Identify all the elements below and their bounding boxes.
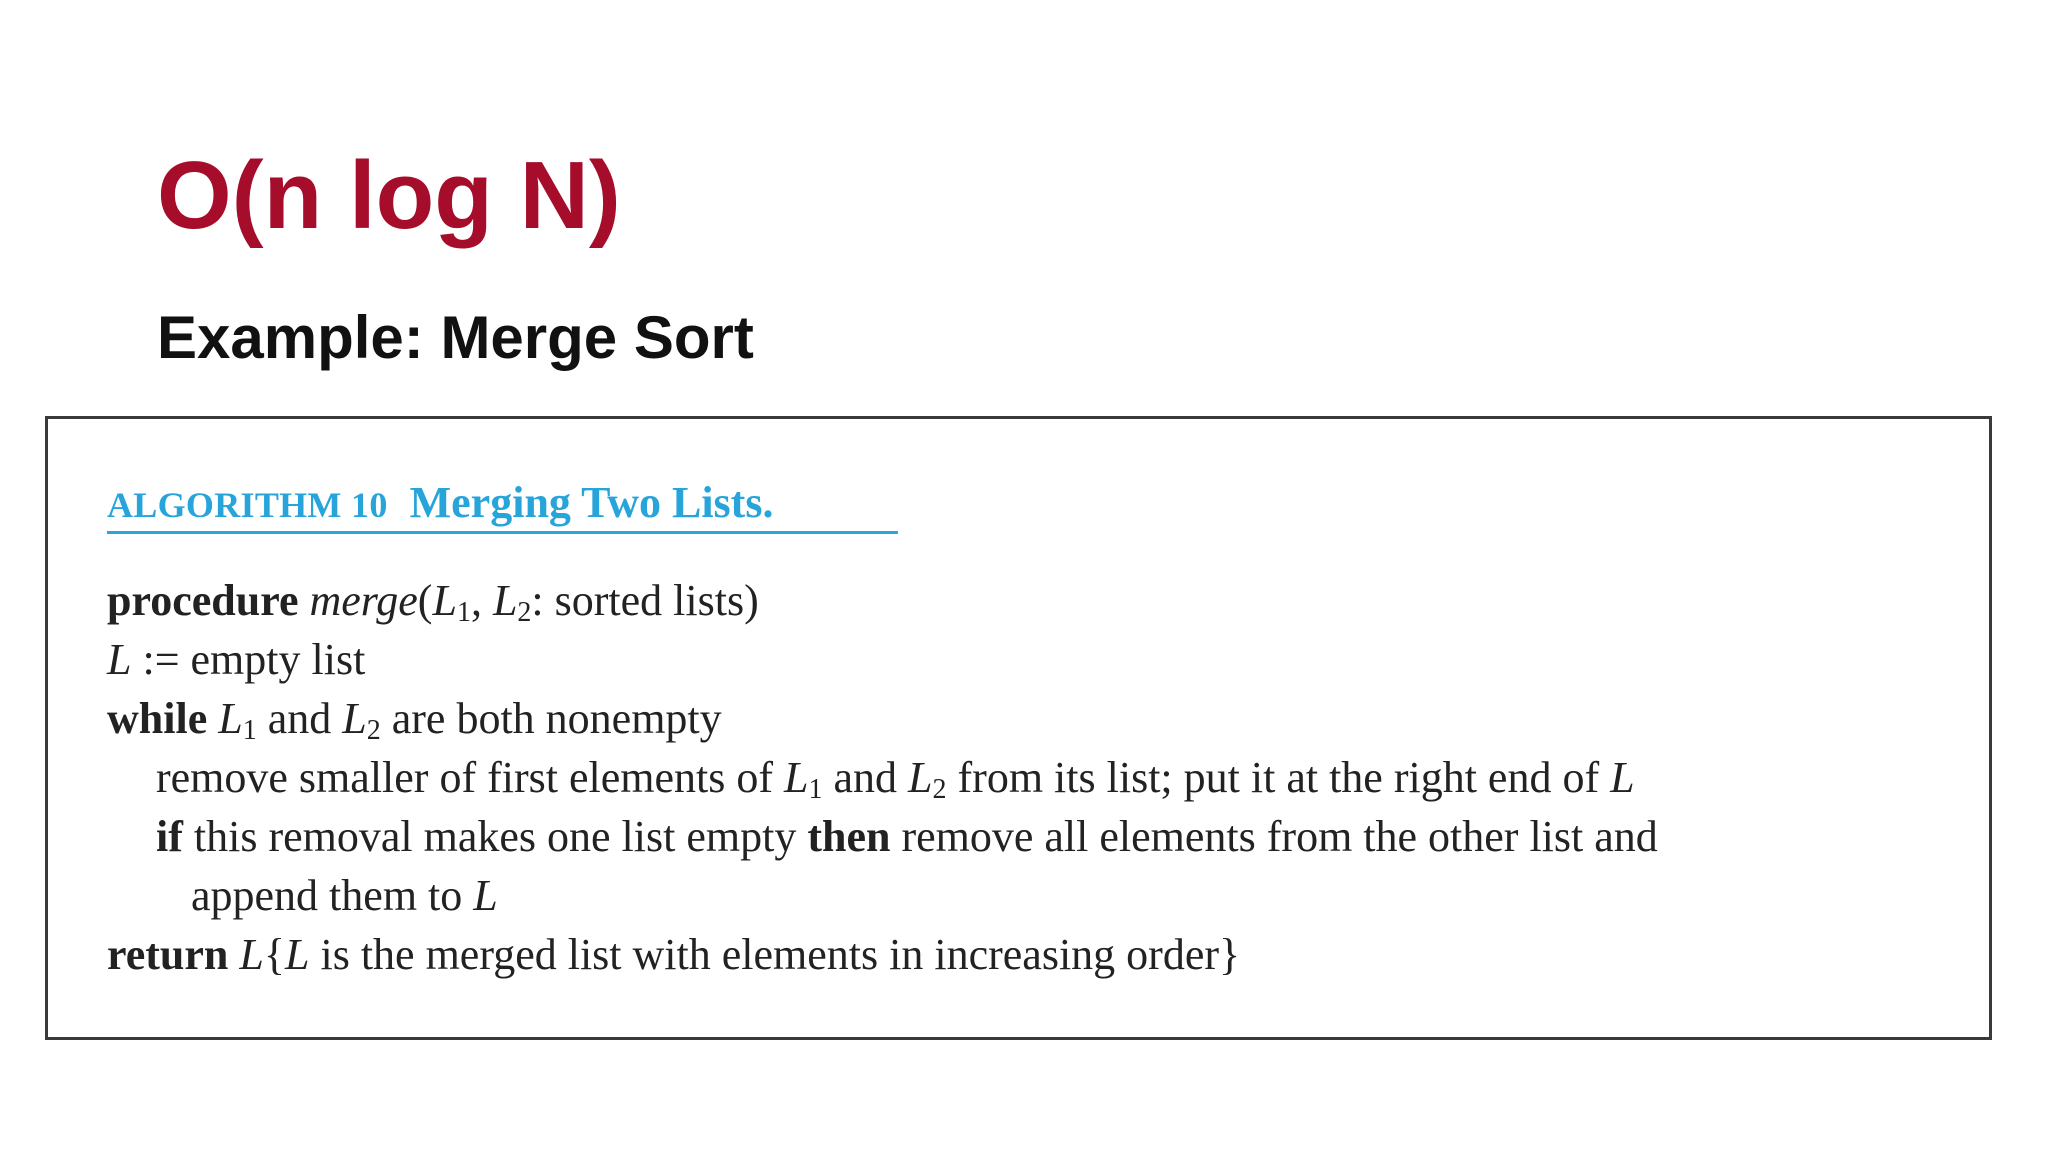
keyword-while: while [107,694,208,743]
text-and: and [256,694,343,743]
subscript-1: 1 [242,715,257,746]
var-l: L [285,930,310,979]
var-l2: L [492,576,518,625]
var-l: L [473,871,498,920]
subscript-2: 2 [932,774,947,805]
slide-title: O(n log N) [157,142,621,249]
code-line-while [107,694,722,746]
text-and: and [822,753,909,802]
var-l1: L [784,753,809,802]
code-line-append [191,871,498,920]
return-comment: is the merged list with elements in increasing order} [309,930,1241,979]
var-l2: L [908,753,933,802]
algorithm-header [107,477,898,534]
comment-brace: { [263,930,285,979]
subscript-1: 1 [808,774,823,805]
keyword-then: then [807,812,891,861]
code-line-remove [156,753,1635,805]
append-text: append them to [191,871,474,920]
then-text: remove all elements from the other list and [890,812,1658,861]
slide-subtitle: Example: Merge Sort [157,304,754,371]
var-l2: L [342,694,367,743]
if-condition: this removal makes one list empty [182,812,808,861]
code-line-procedure [107,576,759,628]
comma: , [470,576,493,625]
code-line-return [107,930,1241,979]
code-line-if [156,812,1658,861]
remove-text: remove smaller of first elements of [156,753,785,802]
keyword-procedure: procedure [107,576,299,625]
keyword-if: if [156,812,183,861]
algorithm-number: ALGORITHM 10 [107,485,388,525]
function-name: merge [309,576,418,625]
init-rest: := empty list [131,635,366,684]
paren-open: ( [417,576,433,625]
algorithm-box [45,416,1992,1040]
remove-text-end: from its list; put it at the right end of [946,753,1611,802]
code-line-init [107,635,366,684]
algorithm-name: Merging Two Lists. [409,478,774,527]
subscript-2: 2 [366,715,381,746]
while-rest: are both nonempty [380,694,722,743]
keyword-return: return [107,930,229,979]
var-l: L [1610,753,1635,802]
var-l: L [239,930,264,979]
params-rest: : sorted lists) [531,576,759,625]
var-l1: L [432,576,457,625]
subscript-1: 1 [456,597,471,628]
var-l1: L [218,694,243,743]
subscript-2: 2 [517,597,532,628]
var-l: L [107,635,132,684]
